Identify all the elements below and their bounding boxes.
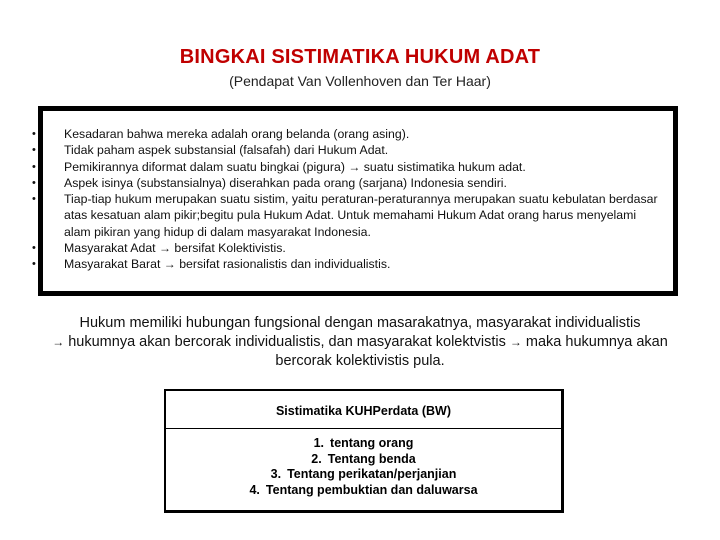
bullet-text: Masyarakat Adat [64,241,160,256]
bullet-dot: • [32,258,36,271]
item-text: Tentang perikatan/perjanjian [287,467,457,481]
item-text: Tentang pembuktian dan daluwarsa [265,482,478,497]
table-list [166,429,561,498]
list-item [166,452,561,468]
bullet-list [22,126,662,273]
page-title: BINGKAI SISTIMATIKA HUKUM ADAT [179,46,541,68]
bullet-dot: • [32,242,36,255]
item-number: 1. [313,436,325,450]
kuhperdata-table [164,389,564,513]
list-item [22,240,662,256]
list-item [22,142,662,158]
bullet-text: Aspek isinya (substansialnya) diserahkan pada orang (sarjana) Indonesia sendiri. [64,175,507,190]
arrow-right-icon: → [159,241,172,256]
page-subtitle: (Pendapat Van Vollenhoven dan Ter Haar) [229,73,491,89]
bullet-text: bersifat Kolektivistis. [171,241,286,256]
item-number: 3. [270,467,282,481]
item-text: Tentang benda [327,451,416,466]
bullet-dot: • [32,160,36,173]
summary-paragraph [40,314,680,371]
list-item [22,159,662,175]
bullet-dot: • [32,144,36,157]
bullet-dot: • [32,176,36,189]
arrow-right-icon: → [509,335,522,349]
arrow-right-icon: → [52,335,65,349]
bullet-text: Pemikirannya diformat dalam suatu bingkai (pigura) [64,159,349,174]
arrow-right-icon: → [163,257,176,272]
list-item [166,436,561,452]
item-text: tentang orang [330,436,414,450]
arrow-right-icon: → [348,159,361,174]
bullet-dot: • [32,193,36,206]
bullet-text: Tidak paham aspek substansial (falsafah) dari Hukum Adat. [64,143,389,158]
bullet-text: Tiap-tiap hukum merupakan suatu sistim, yaitu peraturan-peraturannya merupakan suatu kebulatan berdasar atas kesatuan alam pikir;begitu pula Hukum Adat. Untuk memahami Hukum Adat orang harus menyelami alam pikiran yang hidup di dalam masyarakat Indonesia. [64,192,658,239]
table-header: Sistimatika KUHPerdata (BW) [166,391,561,429]
list-item [22,191,662,240]
paragraph-text: hukumnya akan bercorak individualistis, dan masyarakat kolektvistis [64,334,510,350]
item-number: 2. [311,451,322,466]
bullet-text: Kesadaran bahwa mereka adalah orang belanda (orang asing). [64,127,410,141]
list-item [22,175,662,191]
list-item [22,256,662,272]
paragraph-text: maka hukumnya akan bercorak kolektivistis pula. [275,334,668,369]
bullet-text: Masyarakat Barat [64,257,164,272]
list-item [22,126,662,142]
bullet-text: suatu sistimatika hukum adat. [360,159,526,174]
paragraph-line: Hukum memiliki hubungan fungsional dengan masarakatnya, masyarakat individualistis [79,315,641,331]
list-item [166,467,561,483]
item-number: 4. [249,482,260,497]
bullet-dot: • [32,128,36,140]
list-item [166,483,561,499]
bullet-text: bersifat rasionalistis dan individualistis. [175,257,391,272]
